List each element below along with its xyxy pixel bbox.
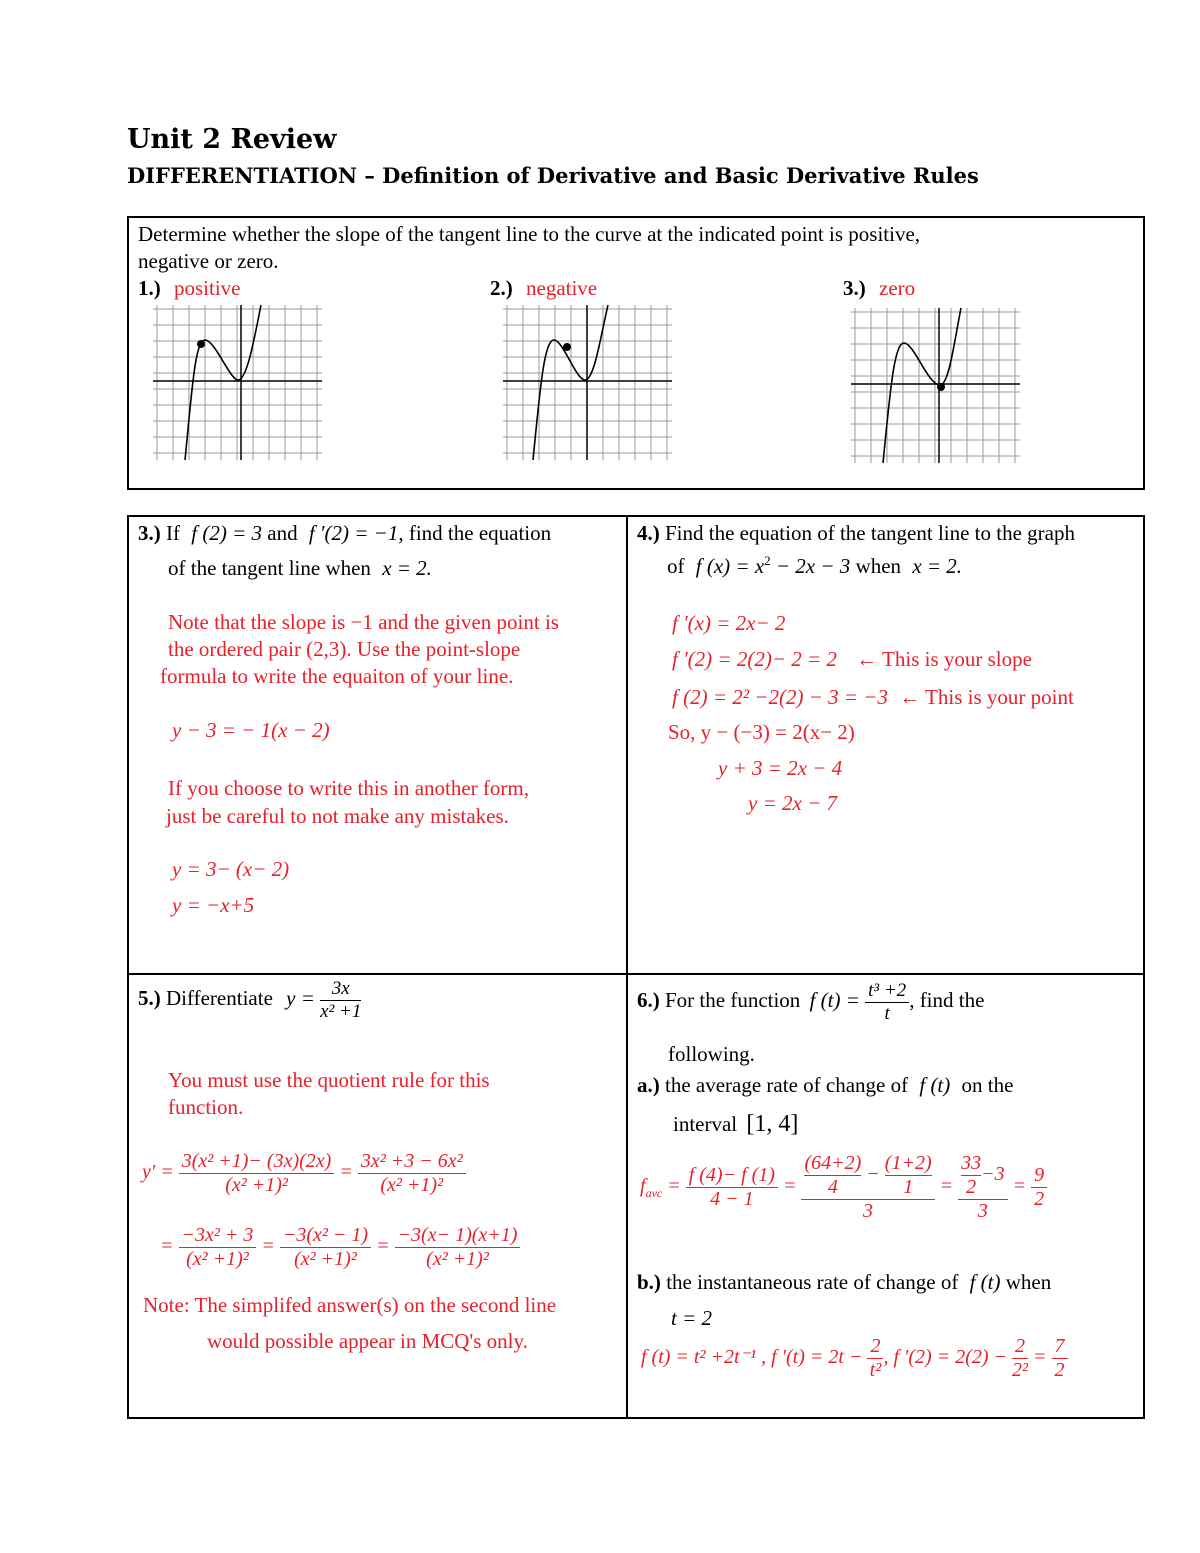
p6-a-interval-range: [1, 4] xyxy=(746,1111,799,1137)
p4-q-of: of xyxy=(667,554,685,578)
p5-frac1 xyxy=(179,1150,335,1197)
p3-question-line2 xyxy=(168,556,432,581)
p6-q-fraction xyxy=(865,980,909,1025)
p5-frac4 xyxy=(280,1224,371,1271)
p4-step3-arrow: ← This is your point xyxy=(899,685,1074,709)
p5-frac5 xyxy=(395,1224,521,1271)
p5-note4: would possible appear in MCQ's only. xyxy=(207,1329,528,1353)
p3-question-line1 xyxy=(138,521,551,546)
intro-prompt-line1: Determine whether the slope of the tangent line to the curve at the indicated point is positive, xyxy=(138,222,921,246)
p6-favc-f: f xyxy=(640,1175,646,1198)
p6-b-when: when xyxy=(1005,1270,1052,1294)
p6-a-frac3-inner-den: 2 xyxy=(966,1176,977,1198)
p6-a-frac3-num xyxy=(958,1152,1008,1200)
graph-1-label xyxy=(138,276,241,301)
p6-a-label: a.) xyxy=(637,1073,660,1097)
p6-a-frac3-inner xyxy=(961,1152,981,1199)
p3-eq2: y = 3− (x− 2) xyxy=(172,857,290,881)
p6-a-frac3-inner-num: 33 xyxy=(961,1152,982,1174)
graph-1-point xyxy=(197,340,205,348)
p6-b-solution xyxy=(641,1335,1068,1382)
p4-q-exp: 2 xyxy=(764,553,771,568)
p6-b-answer-den: 2 xyxy=(1054,1359,1065,1381)
p5-eq4: = xyxy=(376,1235,390,1258)
page-title: Unit 2 Review xyxy=(127,124,337,155)
p3-num: 3.) xyxy=(138,521,161,545)
p5-q-den: x² +1 xyxy=(320,1000,362,1022)
p5-q-diff: Differentiate xyxy=(166,986,273,1011)
p5-frac4-den: (x² +1)² xyxy=(294,1248,357,1270)
p3-q-line2: of the tangent line when xyxy=(168,556,371,580)
p6-a-frac3-minus: −3 xyxy=(981,1163,1005,1186)
p6-a-frac2-den: 3 xyxy=(863,1200,874,1222)
p5-frac3-den: (x² +1)² xyxy=(186,1248,249,1270)
p3-q-if: If xyxy=(166,521,180,545)
p6-a-on: on the xyxy=(961,1073,1014,1097)
p4-step3-eq: f (2) = 2² −2(2) − 3 = −3 xyxy=(672,685,888,709)
p6-a-interval xyxy=(673,1111,798,1138)
p6-a-interval-label: interval xyxy=(673,1112,738,1136)
p3-note2: the ordered pair (2,3). Use the point-slope xyxy=(168,637,521,661)
p4-q-line1: Find the equation of the tangent line to the graph xyxy=(665,521,1075,545)
p6-b-t: t = 2 xyxy=(671,1306,713,1330)
grid-horizontal-divider xyxy=(127,973,1145,975)
graph-2-num: 2.) xyxy=(490,276,513,300)
p3-note3: formula to write the equaiton of your line. xyxy=(160,664,514,688)
p5-note3: Note: The simplifed answer(s) on the second line xyxy=(143,1293,557,1317)
p6-a-answer-num: 9 xyxy=(1031,1164,1047,1188)
p5-note1: You must use the quotient rule for this xyxy=(168,1068,490,1092)
grid-vertical-divider xyxy=(626,515,628,1419)
p6-a-frac1-num: f (4)− f (1) xyxy=(686,1164,778,1188)
p4-step2-eq: f ′(2) = 2(2)− 2 = 2 xyxy=(672,647,837,671)
p6-a-frac2-a xyxy=(804,1152,861,1199)
p6-following: following. xyxy=(668,1042,755,1066)
graph-2-answer: negative xyxy=(526,276,598,300)
p4-q-rest: − 2x − 3 xyxy=(770,554,851,578)
p6-a-frac1-den: 4 − 1 xyxy=(710,1188,754,1210)
p6-a-frac2 xyxy=(801,1152,934,1223)
p5-eq2: = xyxy=(160,1235,174,1258)
p6-b-label: b.) xyxy=(637,1270,661,1294)
p5-deriv-line2 xyxy=(160,1224,520,1271)
p4-step3 xyxy=(672,685,1074,710)
graph-2 xyxy=(500,300,680,465)
p3-note1: Note that the slope is −1 and the given point is xyxy=(168,610,559,634)
p6-b-frac1-num: 2 xyxy=(867,1335,883,1359)
p6-q-f: f (t) = xyxy=(809,988,860,1013)
p6-b-eq1: f (t) = t² +2t⁻¹ , xyxy=(641,1346,767,1369)
p6-b-frac1-den: t² xyxy=(869,1359,882,1381)
p6-a-frac1 xyxy=(686,1164,778,1211)
p6-q-den: t xyxy=(884,1002,890,1024)
graph-2-point xyxy=(563,343,571,351)
p6-q-find: , find the xyxy=(909,988,985,1013)
page-subtitle: DIFFERENTIATION – Definition of Derivative and Basic Derivative Rules xyxy=(127,163,979,188)
p3-eq1: y − 3 = − 1(x − 2) xyxy=(172,718,330,742)
p5-frac2-num: 3x² +3 − 6x² xyxy=(358,1150,466,1174)
p4-question-line1 xyxy=(637,521,1075,546)
p6-b-answer-num: 7 xyxy=(1052,1335,1068,1359)
p4-q-when: when xyxy=(855,554,902,578)
p4-step6: y = 2x − 7 xyxy=(748,791,837,815)
p6-b-eq4: = xyxy=(1033,1346,1047,1369)
p6-num: 6.) xyxy=(637,988,660,1013)
p6-b-eq2: f ′(t) = 2t − xyxy=(771,1346,863,1369)
p6-a-solution: $f_{avc}$ = $\frac{f (4)- f (1)}{4 - 1}$ = $\frac{(64+2)}{4}$ − $\frac{(1+2)}{1}$ 3 = $\frac{33}{2}$ −3 3 = $\frac{9}{2}$ xyxy=(640,1152,1047,1223)
p5-frac3 xyxy=(179,1224,257,1271)
p3-q-and: and xyxy=(267,521,298,545)
graph-1 xyxy=(150,300,330,465)
p6-b-frac2 xyxy=(1012,1335,1028,1382)
p6-a-frac2-b-num: (1+2) xyxy=(884,1152,932,1174)
p6-a-frac2-b xyxy=(885,1152,932,1199)
p6-b-ft: f (t) xyxy=(969,1270,1001,1294)
p6-q-text: For the function xyxy=(665,988,801,1013)
graph-3-answer: zero xyxy=(879,276,916,300)
p3-q-x: x = 2. xyxy=(382,556,432,580)
p5-frac1-num: 3(x² +1)− (3x)(2x) xyxy=(179,1150,335,1174)
p4-step2-arrow: ← This is your slope xyxy=(856,647,1032,671)
p6-a-frac2-num: $\frac{(64+2)}{4}$ − $\frac{(1+2)}{1}$ xyxy=(801,1152,934,1200)
graph-3-point xyxy=(937,383,945,391)
p4-question-line2 xyxy=(667,553,962,579)
p5-question xyxy=(138,978,361,1023)
p6-a-text: the average rate of change of xyxy=(665,1073,909,1097)
p6-a-question xyxy=(637,1073,1013,1098)
p6-a-frac3-den: 3 xyxy=(977,1200,988,1222)
p5-num: 5.) xyxy=(138,986,161,1011)
p5-frac3-num: −3x² + 3 xyxy=(179,1224,257,1248)
p5-q-y: y = xyxy=(286,986,315,1011)
graph-3 xyxy=(848,303,1028,468)
p5-eq3: = xyxy=(261,1235,275,1258)
graph-2-label xyxy=(490,276,597,301)
p5-frac5-den: (x² +1)² xyxy=(426,1248,489,1270)
p5-deriv-line1 xyxy=(142,1150,466,1197)
p5-frac5-num: −3(x− 1)(x+1) xyxy=(395,1224,521,1248)
p5-q-fraction xyxy=(320,978,361,1023)
p6-a-frac2-a-num: (64+2) xyxy=(804,1152,862,1174)
p4-q-x: x = 2. xyxy=(912,554,963,578)
p4-num: 4.) xyxy=(637,521,660,545)
graph-3-num: 3.) xyxy=(843,276,866,300)
p3-note4: If you choose to write this in another form, xyxy=(168,776,529,800)
p5-yp: y′ = xyxy=(142,1161,174,1184)
p6-b-text: the instantaneous rate of change of xyxy=(666,1270,959,1294)
p6-a-frac3 xyxy=(958,1152,1008,1223)
p5-eq1: = xyxy=(339,1161,353,1184)
intro-prompt-line2: negative or zero. xyxy=(138,249,279,273)
p5-frac2 xyxy=(358,1150,466,1197)
p4-step4: So, y − (−3) = 2(x− 2) xyxy=(668,720,855,744)
graph-1-answer: positive xyxy=(174,276,241,300)
p6-b-answer xyxy=(1052,1335,1068,1382)
p6-question xyxy=(637,980,984,1025)
p6-favc: $f_{avc}$ = xyxy=(640,1175,681,1201)
p6-b-question xyxy=(637,1270,1051,1295)
p5-q-num: 3x xyxy=(320,978,361,1001)
p6-q-num: t³ +2 xyxy=(865,980,909,1003)
p4-step2 xyxy=(672,647,1032,672)
graph-1-grid xyxy=(153,305,322,460)
graph-3-label xyxy=(843,276,915,301)
p5-frac2-den: (x² +1)² xyxy=(380,1174,444,1196)
p6-favc-sub: avc xyxy=(645,1186,663,1201)
p6-a-frac2-b-den: 1 xyxy=(903,1176,914,1198)
p3-q-f2: f (2) = 3 xyxy=(191,521,262,545)
p6-b-eq3: , f ′(2) = 2(2) − xyxy=(883,1346,1008,1369)
p6-b-frac1 xyxy=(867,1335,883,1382)
p3-q-fp2: f ′(2) = −1 xyxy=(308,521,399,545)
p3-q-find: , find the equation xyxy=(398,521,552,545)
p6-a-answer xyxy=(1031,1164,1047,1211)
p5-note2: function. xyxy=(168,1095,244,1119)
graph-1-num: 1.) xyxy=(138,276,161,300)
graph-3-grid xyxy=(851,308,1020,463)
p6-a-frac2-a-den: 4 xyxy=(827,1176,838,1198)
p3-eq3: y = −x+5 xyxy=(172,893,255,917)
p6-b-frac2-den: 2² xyxy=(1012,1359,1029,1381)
p5-frac1-den: (x² +1)² xyxy=(225,1174,288,1196)
p4-step1: f ′(x) = 2x− 2 xyxy=(672,611,786,635)
p4-step5: y + 3 = 2x − 4 xyxy=(718,756,843,780)
p5-frac4-num: −3(x² − 1) xyxy=(280,1224,371,1248)
p3-note5: just be careful to not make any mistakes. xyxy=(166,804,509,828)
p6-b-frac2-num: 2 xyxy=(1012,1335,1028,1359)
p6-a-ft: f (t) xyxy=(919,1073,951,1097)
p6-a-answer-den: 2 xyxy=(1034,1188,1045,1210)
p4-q-fx: f (x) = x xyxy=(695,554,765,578)
